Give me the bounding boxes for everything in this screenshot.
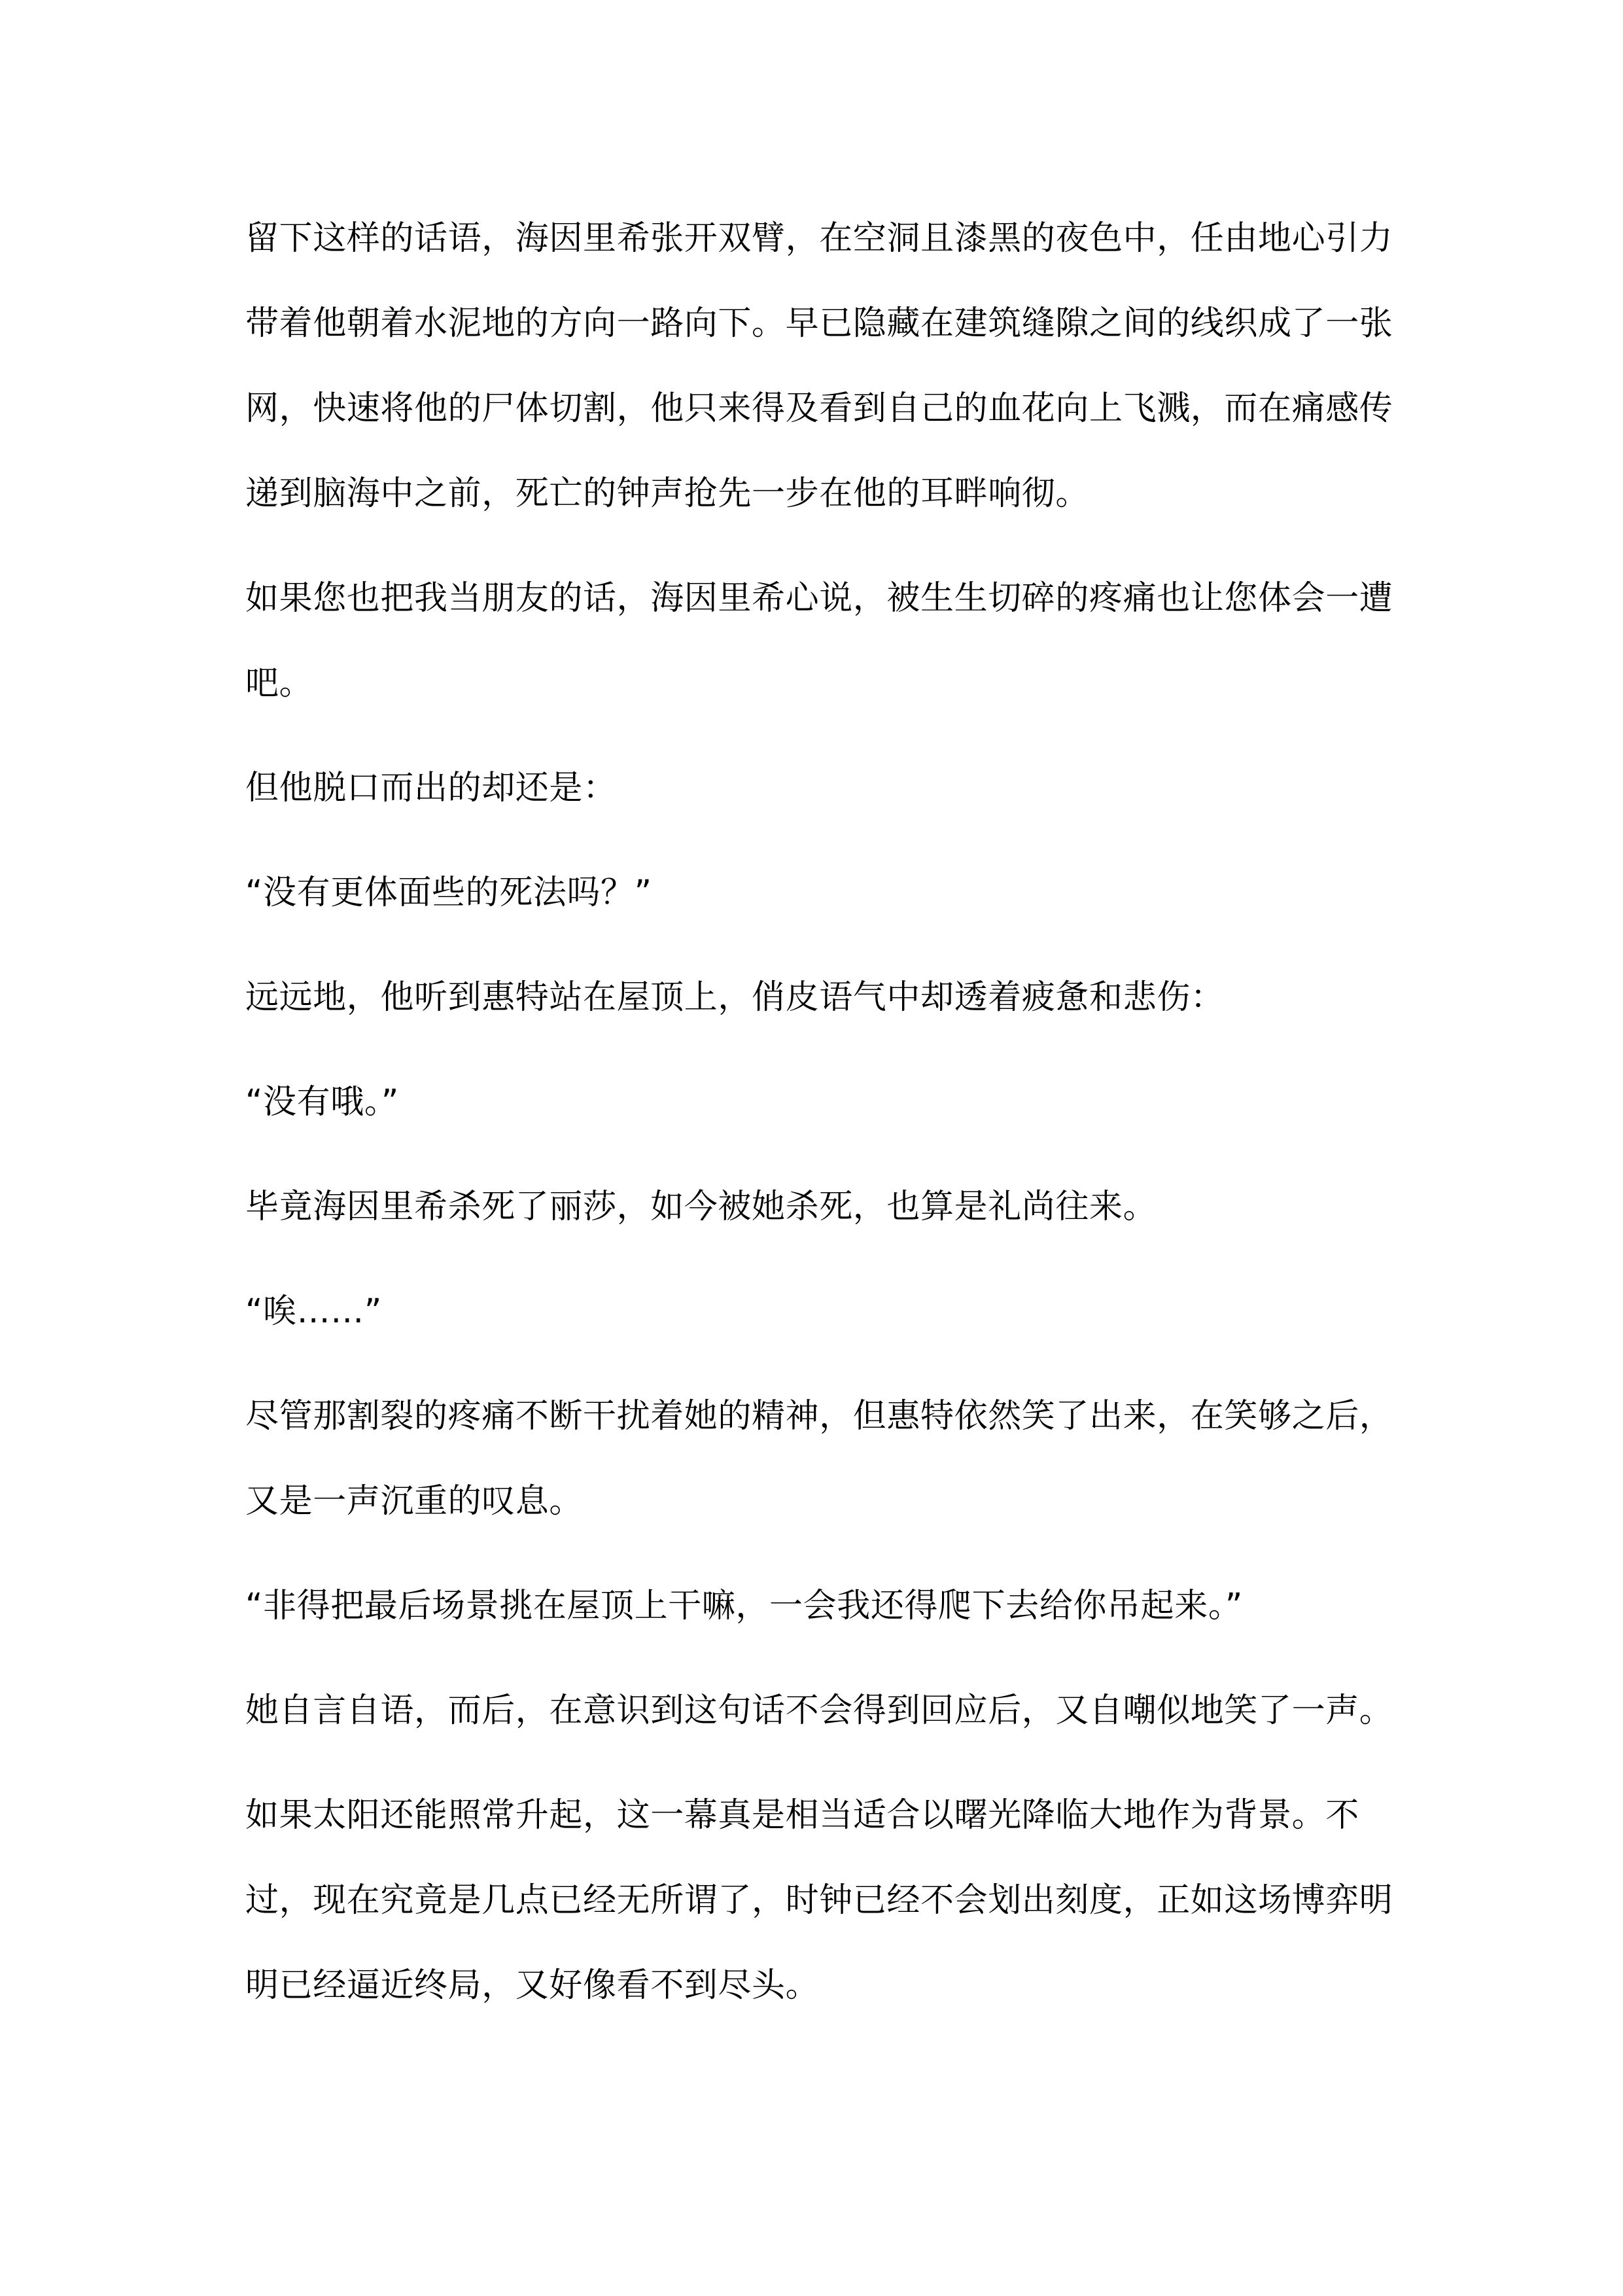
text-line: 网，快速将他的尸体切割，他只来得及看到自己的血花向上飞溅，而在痛感传: [245, 389, 1393, 428]
text-line: 远远地，他听到惠特站在屋顶上，俏皮语气中却透着疲惫和悲伤：: [245, 978, 1225, 1017]
text-line: 带着他朝着水泥地的方向一路向下。早已隐藏在建筑缝隙之间的线织成了一张: [245, 304, 1393, 343]
text-line: “唉……”: [245, 1292, 382, 1331]
text-line: 吧。: [245, 664, 313, 703]
text-line: 她自言自语，而后，在意识到这句话不会得到回应后，又自嘲似地笑了一声。: [245, 1691, 1393, 1730]
text-line: 尽管那割裂的疼痛不断干扰着她的精神，但惠特依然笑了出来，在笑够之后，: [245, 1397, 1393, 1436]
text-line: 但他脱口而出的却还是：: [245, 769, 617, 807]
text-line: 明已经逼近终局，又好像看不到尽头。: [245, 1966, 820, 2005]
text-line: 递到脑海中之前，死亡的钟声抢先一步在他的耳畔响彻。: [245, 474, 1090, 513]
text-line: 又是一声沉重的叹息。: [245, 1482, 584, 1521]
text-line: 如果您也把我当朋友的话，海因里希心说，被生生切碎的疼痛也让您体会一遭: [245, 579, 1393, 618]
text-line: 如果太阳还能照常升起，这一幕真是相当适合以曙光降临大地作为背景。不: [245, 1796, 1359, 1835]
text-line: 留下这样的话语，海因里希张开双臂，在空洞且漆黑的夜色中，任由地心引力: [245, 219, 1393, 258]
text-line: “没有更体面些的死法吗？”: [245, 874, 652, 912]
text-line: 过，现在究竟是几点已经无所谓了，时钟已经不会划出刻度，正如这场博弈明: [245, 1881, 1393, 1920]
text-line: “非得把最后场景挑在屋顶上干嘛，一会我还得爬下去给你吊起来。”: [245, 1587, 1243, 1625]
text-line: 毕竟海因里希杀死了丽莎，如今被她杀死，也算是礼尚往来。: [245, 1188, 1157, 1226]
text-line: “没有哦。”: [245, 1083, 399, 1122]
